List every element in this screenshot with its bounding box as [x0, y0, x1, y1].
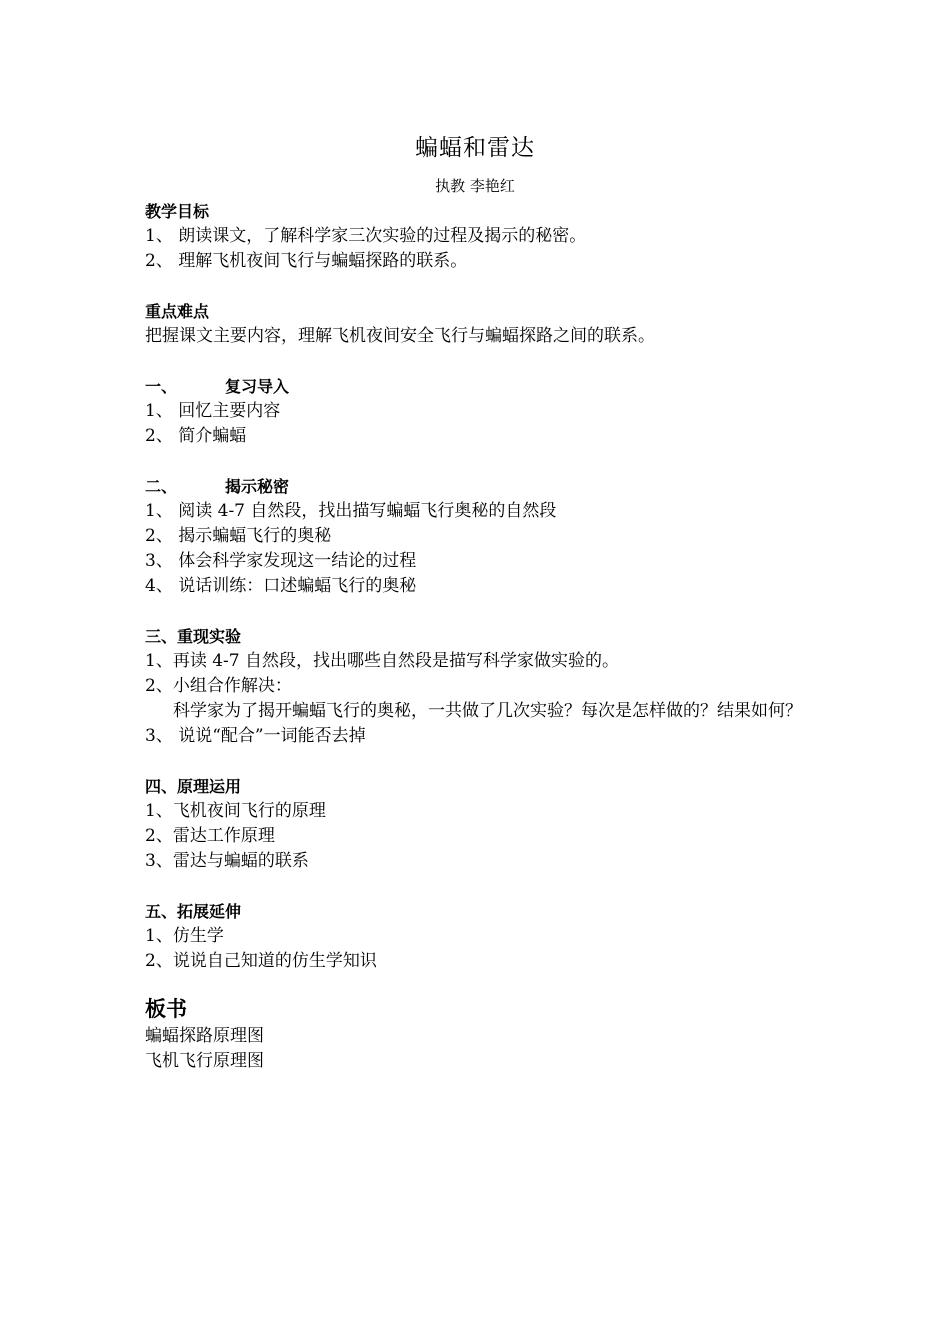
section-4-item: 3、雷达与蝙蝠的联系 [145, 851, 309, 871]
section-1-title: 复习导入 [225, 377, 290, 396]
document-title: 蝙蝠和雷达 [415, 135, 535, 161]
spacer [145, 274, 810, 299]
spacer [145, 749, 810, 774]
objective-item: 2、 理解飞机夜间飞行与蝙蝠探路的联系。 [145, 251, 468, 271]
objective-item: 1、 朗读课文，了解科学家三次实验的过程及揭示的秘密。 [145, 226, 587, 246]
section-4-item: 2、雷达工作原理 [145, 826, 275, 846]
section-2-item: 1、 阅读 4-7 自然段，找出描写蝙蝠飞行奥秘的自然段 [145, 501, 557, 521]
section-1-item: 2、 简介蝙蝠 [145, 426, 247, 446]
section-1-heading [145, 374, 810, 399]
section-3-item: 3、 说说“配合”一词能否去掉 [145, 726, 366, 746]
section-4-item: 1、飞机夜间飞行的原理 [145, 801, 326, 821]
section-5-heading: 五、拓展延伸 [145, 902, 242, 921]
board-heading: 板书 [145, 997, 187, 1021]
section-5-item: 2、说说自己知道的仿生学知识 [145, 951, 377, 971]
spacer [145, 599, 810, 624]
section-2-item: 4、 说话训练：口述蝙蝠飞行的奥秘 [145, 576, 417, 596]
spacer [145, 974, 810, 994]
spacer [145, 449, 810, 474]
document-body [145, 199, 810, 1074]
section-2-number: 二、 [145, 477, 178, 496]
section-1-number: 一、 [145, 377, 178, 396]
section-1-item: 1、 回忆主要内容 [145, 401, 281, 421]
section-3-heading: 三、重现实验 [145, 627, 242, 646]
board-item: 蝙蝠探路原理图 [145, 1026, 264, 1046]
objectives-heading: 教学目标 [145, 202, 210, 221]
section-3-item: 1、再读 4-7 自然段，找出哪些自然段是描写科学家做实验的。 [145, 651, 619, 671]
key-points-heading: 重点难点 [145, 302, 210, 321]
board-item: 飞机飞行原理图 [145, 1051, 264, 1071]
section-2-heading [145, 474, 810, 499]
document-subtitle: 执教 李艳红 [435, 177, 515, 195]
section-4-heading: 四、原理运用 [145, 777, 242, 796]
section-3-item: 2、小组合作解决： [145, 676, 292, 696]
section-2-title: 揭示秘密 [225, 477, 290, 496]
section-2-item: 3、 体会科学家发现这一结论的过程 [145, 551, 417, 571]
section-2-item: 2、 揭示蝙蝠飞行的奥秘 [145, 526, 332, 546]
section-3-question: 科学家为了揭开蝙蝠飞行的奥秘，一共做了几次实验？每次是怎样做的？结果如何？ [173, 701, 802, 721]
key-points-text: 把握课文主要内容，理解飞机夜间安全飞行与蝙蝠探路之间的联系。 [145, 326, 655, 346]
section-5-item: 1、仿生学 [145, 926, 224, 946]
spacer [145, 349, 810, 374]
spacer [145, 874, 810, 899]
